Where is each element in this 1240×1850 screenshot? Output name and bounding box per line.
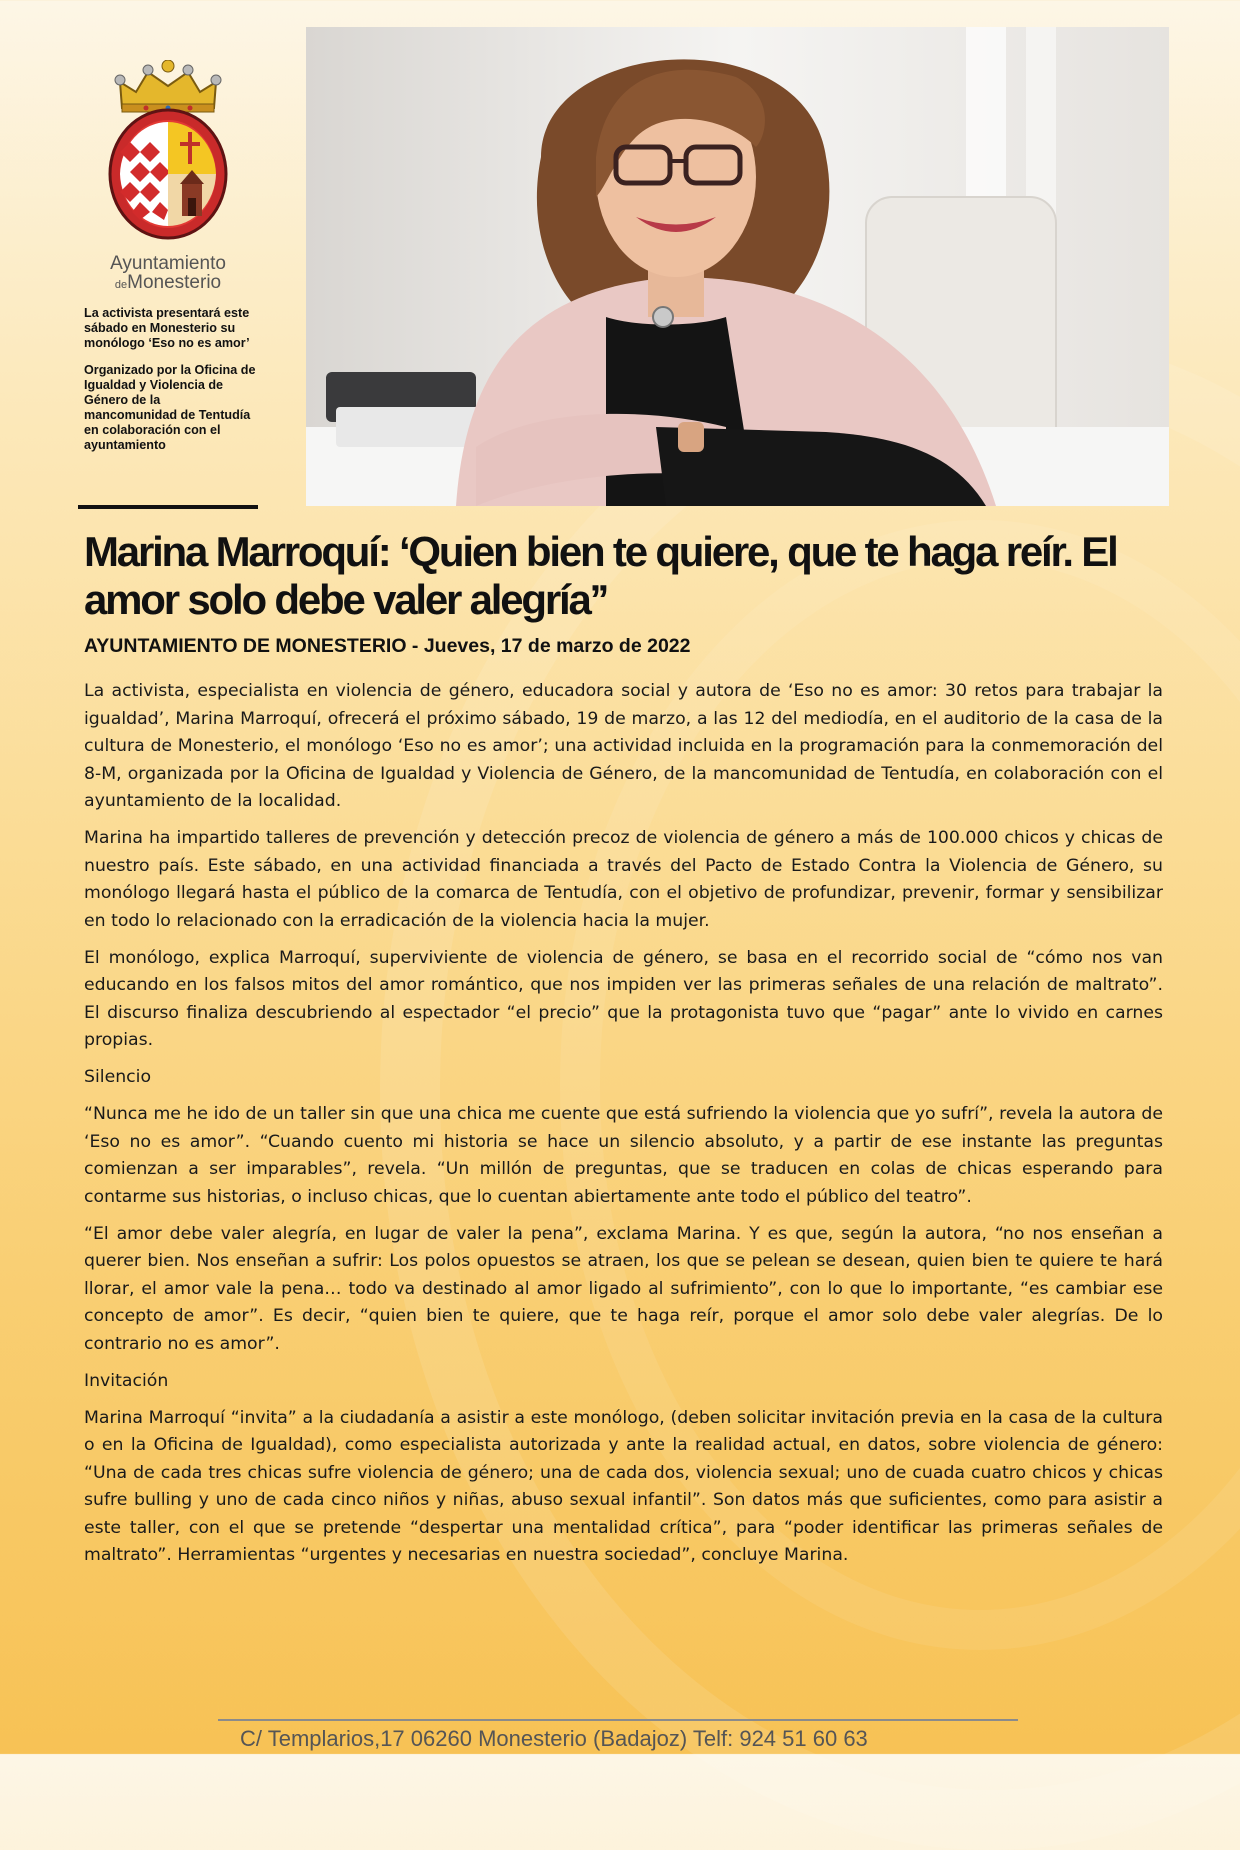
- article-paragraph: La activista, especialista en violencia de género, educadora social y autora de ‘Eso no es amor: 30 retos para trabajar la igualdad’, Marina Marroquí, ofrecerá el próximo sábado, 19 de marzo, a las 12 del mediodía, en el auditorio de la casa de la cultura de Monesterio, el monólogo ‘Eso no es amor’; una actividad incluida en la programación para la conmemoración del 8-M, organizada por la Oficina de Igualdad y Violencia de Género, de la mancomunidad de Tentudía, en colaboración con el ayuntamiento de la localidad.: [84, 681, 1163, 811]
- logo-text-ayuntamiento: Ayuntamiento: [110, 253, 226, 274]
- logo-text-monesterio: [96, 274, 240, 294]
- portrait-illustration: [306, 27, 1169, 506]
- article-paragraph: Marina Marroquí “invita” a la ciudadanía a asistir a este monólogo, (deben solicitar invitación previa en la casa de la cultura o en la Oficina de Igualdad), como especialista autorizada y ante la realidad actual, en datos, sobre violencia de género: “Una de cada tres chicas sufre violencia de género; una de cada dos, violencia sexual; uno de cuada cuatro chicos y chicas sufre bulling y uno de cada cinco niños y niñas, abuso sexual infantil”. Son datos más que suficientes, como para asistir a este taller, con el que se pretende “despertar una mentalidad crítica”, para “poder identificar las primeras señales de maltrato”. Herramientas “urgentes y necesarias en nuestra sociedad”, concluye Marina.: [84, 1407, 1163, 1565]
- municipality-logo: [96, 60, 240, 294]
- article-headline: Marina Marroquí: ‘Quien bien te quiere, que te haga reír. El amor solo debe valer alegría’’: [84, 528, 1117, 623]
- section-subheading: Invitación: [84, 1370, 169, 1391]
- logo-text-name: Monesterio: [127, 272, 222, 293]
- article-paragraph: Marina ha impartido talleres de prevención y detección precoz de violencia de género a más de 100.000 chicos y chicas de nuestro país. Este sábado, en una actividad financiada a través del Pacto de Estado Contra la Violencia de Género, su monólogo llegará hasta el público de la comarca de Tentudía, con el objetivo de profundizar, prevenir, formar y sensibilizar en todo lo relacionado con la erradicación de la violencia hacia la mujer.: [84, 828, 1163, 931]
- sidebar-summary-1: La activista presentará este sábado en Monesterio su monólogo ‘Eso no es amor’: [84, 306, 250, 350]
- article-body: [84, 678, 1163, 1579]
- article-paragraph: El monólogo, explica Marroquí, superviviente de violencia de género, se basa en el recorrido social de “cómo nos van educando en los falsos mitos del amor romántico, que nos impiden ver las primeras señales de una relación de maltrato”. El discurso finaliza descubriendo al espectador “el precio” que la protagonista tuvo que “pagar” ante lo vivido en carnes propias.: [84, 947, 1163, 1050]
- sidebar-summary: [84, 306, 256, 465]
- section-subheading: Silencio: [84, 1067, 152, 1087]
- portrait-photo: [306, 27, 1169, 506]
- footer-address: C/ Templarios,17 06260 Monesterio (Badajoz) Telf: 924 51 60 63: [240, 1726, 868, 1751]
- article-paragraph: “El amor debe valer alegría, en lugar de valer la pena”, exclama Marina. Y es que, según la autora, “no nos enseñan a querer bien. Nos enseñan a sufrir: Los polos opuestos se atraen, los que se pelean se desean, quien bien te quiere te hará llorar, el amor vale la pena… todo va destinado al amor ligado al sufrimiento”, con lo que lo importante, “es cambiar ese concepto de amor”. Es decir, “quien bien te quiere, que te haga reír, porque el amor solo debe valer alegrías. De lo contrario no es amor”.: [84, 1223, 1163, 1354]
- article-paragraph: “Nunca me he ido de un taller sin que una chica me cuente que está sufriendo la violencia que yo sufrí”, revela la autora de ‘Eso no es amor”. “Cuando cuento mi historia se hace un silencio absoluto, y a partir de ese instante las preguntas comienzan a ser imparables”, revela. “Un millón de preguntas, que se traducen en colas de chicas esperando para contarme sus historias, o incluso chicas, que lo cuentan abiertamente ante todo el público del teatro”.: [84, 1104, 1163, 1207]
- sidebar-divider: [78, 505, 258, 509]
- coat-of-arms-icon: [100, 60, 236, 252]
- logo-text-de: de: [114, 279, 128, 291]
- sidebar-summary-2: Organizado por la Oficina de Igualdad y Violencia de Género de la mancomunidad de Tentudía en colaboración con el ayuntamiento: [84, 363, 256, 452]
- footer-divider: [218, 1719, 1018, 1721]
- article-byline: AYUNTAMIENTO DE MONESTERIO - Jueves, 17 de marzo de 2022: [84, 635, 691, 657]
